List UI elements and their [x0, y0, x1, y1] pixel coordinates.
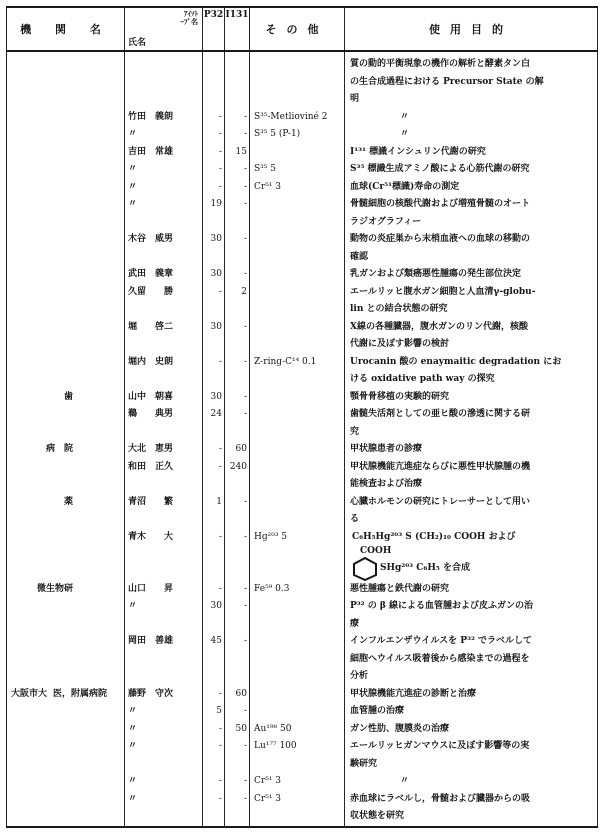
table-row	[7, 633, 598, 686]
purpose-line: 血管腫の治療	[350, 706, 405, 716]
researcher-name-cell: 和田 正久	[125, 459, 203, 494]
purpose-line: 収状態を研究	[350, 811, 405, 821]
purpose-line: エールリッヒガンマウスに及ぼす影響等の実	[350, 741, 530, 751]
researcher-name-cell: 〃	[125, 126, 203, 144]
institution-cell	[7, 266, 125, 284]
purpose-line: 〃	[400, 776, 410, 786]
purpose-line: ける oxidative path way の探究	[350, 374, 495, 384]
p32-amount-cell	[203, 51, 225, 109]
table-row	[7, 529, 598, 581]
purpose-cell	[345, 686, 598, 704]
p32-amount-cell: -	[203, 773, 225, 791]
purpose-cell	[345, 126, 598, 144]
other-isotope-cell	[250, 686, 345, 704]
i131-amount-cell: -	[225, 529, 250, 581]
i131-amount-cell: -	[225, 738, 250, 773]
researcher-name-cell: 〃	[125, 196, 203, 231]
purpose-line: 甲状腺患者の診療	[350, 444, 423, 454]
header-furigana-line1: ｱｲｿﾄ	[184, 9, 198, 18]
researcher-name-cell: 〃	[125, 161, 203, 179]
institution-cell	[7, 179, 125, 197]
purpose-cell	[345, 231, 598, 266]
table-row	[7, 598, 598, 633]
other-isotope-cell	[250, 494, 345, 529]
institution-cell	[7, 598, 125, 633]
p32-amount-cell: -	[203, 284, 225, 319]
department-label: 微生物研	[36, 583, 73, 594]
i131-amount-cell: -	[225, 161, 250, 179]
purpose-cell	[345, 791, 598, 827]
researcher-name-cell: 堀内 史朗	[125, 354, 203, 389]
department-label: 薬	[63, 496, 73, 507]
i131-amount-cell: -	[225, 231, 250, 266]
researcher-name-cell	[125, 51, 203, 109]
other-isotope-cell	[250, 266, 345, 284]
p32-amount-cell: -	[203, 791, 225, 827]
purpose-cell	[345, 773, 598, 791]
purpose-cell	[345, 144, 598, 162]
purpose-cell	[345, 196, 598, 231]
table-row	[7, 738, 598, 773]
i131-amount-cell: -	[225, 791, 250, 827]
researcher-name-cell: 〃	[125, 721, 203, 739]
p32-amount-cell: 30	[203, 389, 225, 407]
other-isotope-cell: Cr⁵¹ 3	[250, 179, 345, 197]
purpose-line: の生合成過程における Precursor State の解	[350, 76, 544, 87]
p32-amount-cell: 45	[203, 633, 225, 686]
p32-amount-cell: 24	[203, 406, 225, 441]
purpose-cell	[345, 529, 598, 581]
header-name-furigana	[181, 10, 199, 26]
other-isotope-cell: Cr⁵¹ 3	[250, 791, 345, 827]
researcher-name-cell: 〃	[125, 179, 203, 197]
purpose-cell	[345, 354, 598, 389]
i131-amount-cell: -	[225, 389, 250, 407]
purpose-cell	[345, 51, 598, 109]
researcher-name-cell: 山口 昇	[125, 581, 203, 599]
table-row	[7, 319, 598, 354]
i131-amount-cell: -	[225, 126, 250, 144]
purpose-cell	[345, 738, 598, 773]
institution-cell	[7, 494, 125, 529]
institution-cell	[7, 196, 125, 231]
p32-amount-cell: 30	[203, 231, 225, 266]
purpose-line: 甲状腺機能亢進症ならびに悪性甲状腺腫の機	[350, 461, 531, 472]
other-isotope-cell: S³⁵ 5	[250, 161, 345, 179]
other-isotope-cell: Au¹⁹⁸ 50	[250, 721, 345, 739]
institution-cell	[7, 319, 125, 354]
p32-amount-cell: 1	[203, 494, 225, 529]
p32-amount-cell: -	[203, 144, 225, 162]
purpose-cell	[345, 721, 598, 739]
researcher-name-cell: 堀 啓二	[125, 319, 203, 354]
table-row	[7, 406, 598, 441]
chemical-formula	[350, 529, 594, 581]
purpose-cell	[345, 633, 598, 686]
table-header-row	[7, 7, 598, 51]
p32-amount-cell: -	[203, 581, 225, 599]
purpose-line: 質の動的平衡現象の機作の解析と酵素タン白	[350, 59, 531, 69]
purpose-line: 心臓ホルモンの研究にトレーサーとして用い	[350, 496, 531, 507]
i131-amount-cell: -	[225, 773, 250, 791]
document-page	[6, 6, 597, 832]
table-row	[7, 144, 598, 162]
other-isotope-cell: Hg²⁰³ 5	[250, 529, 345, 581]
purpose-line: 〃	[400, 111, 410, 122]
other-isotope-cell	[250, 319, 345, 354]
other-isotope-cell: Z-ring-C¹⁴ 0.1	[250, 354, 345, 389]
institution-cell	[7, 51, 125, 109]
i131-amount-cell: -	[225, 598, 250, 633]
purpose-line: 能検査および治療	[350, 479, 423, 489]
purpose-line: 確認	[350, 251, 369, 262]
i131-amount-cell: 60	[225, 686, 250, 704]
table-row	[7, 494, 598, 529]
table-row	[7, 703, 598, 721]
researcher-name-cell: 木谷 威男	[125, 231, 203, 266]
purpose-cell	[345, 284, 598, 319]
institution-cell	[7, 161, 125, 179]
institution-cell	[7, 389, 125, 407]
table-row	[7, 284, 598, 319]
purpose-line: 分析	[350, 671, 369, 681]
p32-amount-cell: 30	[203, 598, 225, 633]
p32-amount-cell: -	[203, 459, 225, 494]
purpose-line: 顎骨骨移植の実験的研究	[350, 391, 450, 402]
isotope-usage-table	[6, 6, 598, 828]
table-row	[7, 196, 598, 231]
researcher-name-cell: 青沼 繁	[125, 494, 203, 529]
other-isotope-cell: S³⁵-Metlioviné 2	[250, 109, 345, 127]
p32-amount-cell: -	[203, 529, 225, 581]
other-isotope-cell: Fe⁵⁹ 0.3	[250, 581, 345, 599]
institution-cell	[7, 441, 125, 459]
other-isotope-cell	[250, 633, 345, 686]
i131-amount-cell: -	[225, 179, 250, 197]
other-isotope-cell	[250, 284, 345, 319]
i131-amount-cell: -	[225, 633, 250, 686]
purpose-line: lin との結合状態の研究	[350, 304, 448, 314]
table-row	[7, 354, 598, 389]
purpose-line: 明	[350, 94, 360, 104]
header-name-label: 氏名	[128, 38, 147, 48]
purpose-line: ガン性肋、腹膜炎の治療	[350, 723, 450, 734]
header-furigana-line2: ｰﾌﾟ名	[180, 17, 198, 26]
researcher-name-cell: 竹田 義朗	[125, 109, 203, 127]
department-label: 病 院	[45, 444, 73, 454]
researcher-name-cell: 青木 大	[125, 529, 203, 581]
purpose-cell	[345, 161, 598, 179]
header-name	[125, 7, 203, 51]
other-isotope-cell	[250, 389, 345, 407]
purpose-cell	[345, 389, 598, 407]
institution-cell	[7, 633, 125, 686]
purpose-line: 細胞へウイルス吸着後から感染までの過程を	[350, 653, 530, 664]
other-isotope-cell	[250, 459, 345, 494]
purpose-line: 動物の炎症巣から末梢血液への血球の移動の	[350, 234, 531, 244]
department-label: 医，附属病院	[53, 688, 108, 699]
researcher-name-cell: 武田 義章	[125, 266, 203, 284]
institution-cell	[7, 109, 125, 127]
p32-amount-cell: -	[203, 686, 225, 704]
purpose-cell	[345, 319, 598, 354]
purpose-line: 赤血球にラベルし，骨髄および臓器からの吸	[350, 793, 531, 804]
table-row	[7, 581, 598, 599]
p32-amount-cell: -	[203, 161, 225, 179]
table-row	[7, 791, 598, 827]
researcher-name-cell: 〃	[125, 791, 203, 827]
i131-amount-cell: -	[225, 266, 250, 284]
table-row	[7, 266, 598, 284]
p32-amount-cell: -	[203, 721, 225, 739]
other-isotope-cell	[250, 406, 345, 441]
purpose-cell	[345, 406, 598, 441]
purpose-cell	[345, 109, 598, 127]
institution-cell	[7, 354, 125, 389]
p32-amount-cell: 30	[203, 319, 225, 354]
purpose-line: エールリッヒ腹水ガン細胞と人血清γ-globu-	[350, 286, 536, 297]
table-row	[7, 721, 598, 739]
institution-cell	[7, 231, 125, 266]
purpose-cell	[345, 581, 598, 599]
other-isotope-cell: Cr⁵¹ 3	[250, 773, 345, 791]
formula-line: SHg²⁰³ C₆H₅ を合成	[380, 562, 470, 573]
purpose-line: 代謝に及ぼす影響の検討	[350, 339, 450, 349]
p32-amount-cell: -	[203, 354, 225, 389]
researcher-name-cell: 〃	[125, 598, 203, 633]
purpose-line: る	[350, 514, 360, 524]
p32-amount-cell: 5	[203, 703, 225, 721]
table-row	[7, 459, 598, 494]
p32-amount-cell: -	[203, 179, 225, 197]
table-row	[7, 126, 598, 144]
i131-amount-cell: 240	[225, 459, 250, 494]
table-row	[7, 109, 598, 127]
p32-amount-cell: 30	[203, 266, 225, 284]
purpose-line: S³⁵ 標識生成アミノ酸による心筋代謝の研究	[350, 164, 530, 174]
i131-amount-cell: -	[225, 406, 250, 441]
researcher-name-cell: 藤野 守次	[125, 686, 203, 704]
i131-amount-cell: -	[225, 703, 250, 721]
i131-amount-cell: 15	[225, 144, 250, 162]
institution-cell	[7, 581, 125, 599]
table-row	[7, 51, 598, 109]
institution-cell	[7, 738, 125, 773]
table-row	[7, 389, 598, 407]
i131-amount-cell: 60	[225, 441, 250, 459]
purpose-line: 骨髄細胞の核酸代謝および増殖骨髄のオート	[350, 199, 531, 209]
institution-cell	[7, 284, 125, 319]
purpose-line: 究	[350, 426, 360, 437]
header-institution: 機 関 名	[7, 7, 125, 51]
department-label: 歯	[63, 391, 73, 402]
p32-amount-cell: -	[203, 126, 225, 144]
institution-cell	[7, 126, 125, 144]
other-isotope-cell	[250, 703, 345, 721]
institution-cell	[7, 721, 125, 739]
formula-line: C₆H₅Hg²⁰³ S (CH₂)₁₀ COOH および	[352, 531, 516, 542]
other-isotope-cell: S³⁵ 5 (P-1)	[250, 126, 345, 144]
researcher-name-cell: 岡田 善雄	[125, 633, 203, 686]
header-i131: I131	[225, 7, 250, 51]
purpose-line: 悪性腫瘍と鉄代謝の研究	[350, 583, 450, 594]
researcher-name-cell: 〃	[125, 773, 203, 791]
other-isotope-cell	[250, 144, 345, 162]
purpose-line: X線の各種臓器，腹水ガンのリン代謝，核酸	[350, 321, 528, 332]
header-other: その他	[250, 7, 345, 51]
institution-cell	[7, 406, 125, 441]
purpose-line: I¹³¹ 標識インシュリン代謝の研究	[350, 146, 486, 157]
purpose-line: Urocanin 酸の enaymaitic degradation にお	[350, 356, 562, 367]
purpose-line: インフルエンザウイルスを P³² でラベルして	[350, 636, 533, 646]
purpose-cell	[345, 459, 598, 494]
researcher-name-cell: 〃	[125, 738, 203, 773]
table-row	[7, 773, 598, 791]
i131-amount-cell: -	[225, 196, 250, 231]
p32-amount-cell: -	[203, 738, 225, 773]
header-purpose: 使用目的	[345, 7, 598, 51]
p32-amount-cell: 19	[203, 196, 225, 231]
institution-cell	[7, 791, 125, 827]
formula-cooh: COOH	[360, 545, 392, 556]
purpose-cell	[345, 266, 598, 284]
purpose-line: 療	[350, 618, 360, 629]
institution-cell	[7, 773, 125, 791]
i131-amount-cell	[225, 51, 250, 109]
table-body	[7, 51, 598, 827]
researcher-name-cell: 山中 朝喜	[125, 389, 203, 407]
purpose-line: 甲状腺機能亢進症の診断と治療	[350, 688, 477, 699]
institution-name: 大阪市大	[11, 688, 48, 699]
purpose-cell	[345, 441, 598, 459]
other-isotope-cell	[250, 441, 345, 459]
researcher-name-cell: 鵜 典男	[125, 406, 203, 441]
benzene-ring-icon	[352, 557, 378, 581]
researcher-name-cell: 吉田 常雄	[125, 144, 203, 162]
table-row	[7, 686, 598, 704]
table-row	[7, 161, 598, 179]
p32-amount-cell: -	[203, 441, 225, 459]
other-isotope-cell	[250, 598, 345, 633]
purpose-line: P³² の β 線による血管腫および皮ふガンの治	[350, 601, 534, 611]
other-isotope-cell: Lu¹⁷⁷ 100	[250, 738, 345, 773]
researcher-name-cell: 久留 勝	[125, 284, 203, 319]
i131-amount-cell: -	[225, 494, 250, 529]
other-isotope-cell	[250, 51, 345, 109]
i131-amount-cell: 2	[225, 284, 250, 319]
table-row	[7, 231, 598, 266]
purpose-cell	[345, 179, 598, 197]
institution-cell	[7, 459, 125, 494]
header-p32: P32	[203, 7, 225, 51]
purpose-cell	[345, 598, 598, 633]
table-row	[7, 441, 598, 459]
i131-amount-cell: 50	[225, 721, 250, 739]
purpose-line: 血球(Cr⁵¹標識)寿命の測定	[350, 181, 460, 192]
table-row	[7, 179, 598, 197]
p32-amount-cell: -	[203, 109, 225, 127]
researcher-name-cell: 大北 恵男	[125, 441, 203, 459]
purpose-cell	[345, 703, 598, 721]
institution-cell	[7, 144, 125, 162]
i131-amount-cell: -	[225, 581, 250, 599]
institution-cell	[7, 686, 125, 704]
purpose-cell	[345, 494, 598, 529]
institution-cell	[7, 529, 125, 581]
i131-amount-cell: -	[225, 354, 250, 389]
i131-amount-cell: -	[225, 109, 250, 127]
purpose-line: 〃	[400, 129, 410, 139]
other-isotope-cell	[250, 231, 345, 266]
researcher-name-cell: 〃	[125, 703, 203, 721]
purpose-line: 歯髄失活剤としての亜ヒ酸の滲透に関する研	[350, 409, 531, 419]
purpose-line: 乳ガンおよび類癌悪性腫瘍の発生部位決定	[350, 269, 522, 279]
purpose-line: ラジオグラフィー	[350, 216, 422, 227]
institution-cell	[7, 703, 125, 721]
purpose-line: 験研究	[350, 758, 378, 769]
i131-amount-cell: -	[225, 319, 250, 354]
other-isotope-cell	[250, 196, 345, 231]
